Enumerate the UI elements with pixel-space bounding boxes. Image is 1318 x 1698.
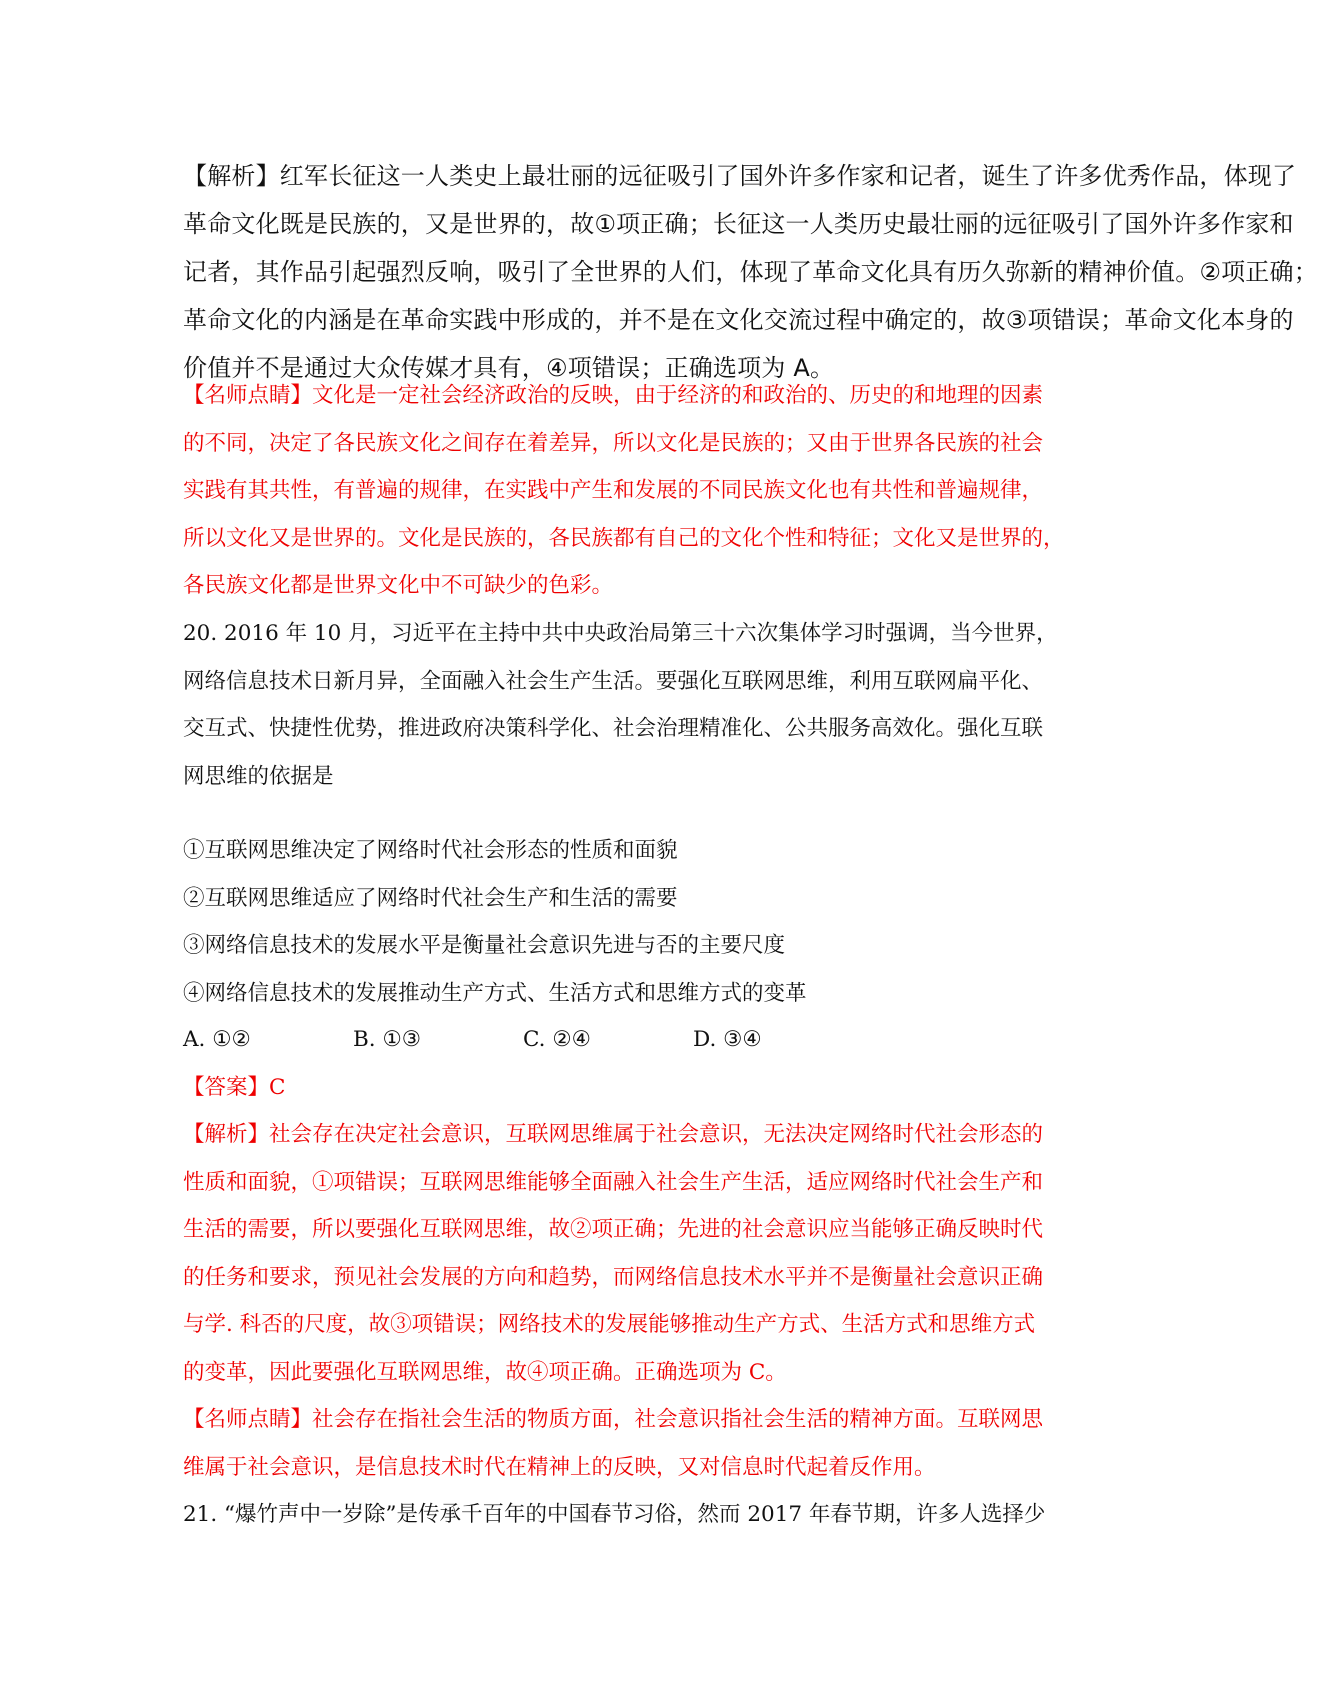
option-d: D. ③④ [693, 1027, 762, 1052]
text-line: 的任务和要求，预见社会发展的方向和趋势，而网络信息技术水平并不是衡量社会意识正确 [183, 1264, 1044, 1290]
analysis-paragraph-q20 [183, 1111, 1143, 1396]
answer-text: 【答案】C [183, 1075, 286, 1100]
analysis-paragraph-q19 [183, 152, 1318, 392]
text-line: 网络信息技术日新月异，全面融入社会生产生活。要强化互联网思维，利用互联网扁平化、 [183, 668, 1044, 694]
text-line: 革命文化的内涵是在革命实践中形成的，并不是在文化交流过程中确定的，故③项错误；革命文化本身的 [183, 306, 1294, 334]
text-line: 记者，其作品引起强烈反响，吸引了全世界的人们，体现了革命文化具有历久弥新的精神价值。②项正确； [183, 258, 1318, 286]
text-line: 的变革，因此要强化互联网思维，故④项正确。正确选项为 C。 [183, 1359, 787, 1385]
text-line: 各民族文化都是世界文化中不可缺少的色彩。 [183, 573, 614, 598]
text-line: 的不同，决定了各民族文化之间存在着差异，所以文化是民族的；又由于世界各民族的社会 [183, 430, 1044, 456]
statement-item: ①互联网思维决定了网络时代社会形态的性质和面貌 [183, 838, 678, 863]
text-line: 价值并不是通过大众传媒才具有，④项错误；正确选项为 A。 [183, 354, 835, 382]
option-b: B. ①③ [353, 1027, 422, 1052]
text-line: 【解析】社会存在决定社会意识，互联网思维属于社会意识，无法决定网络时代社会形态的 [183, 1122, 1044, 1147]
statement-item: ④网络信息技术的发展推动生产方式、生活方式和思维方式的变革 [183, 980, 807, 1006]
question-20-stem [183, 610, 1143, 800]
text-line: 【名师点睛】社会存在指社会生活的物质方面，社会意识指社会生活的精神方面。互联网思 [183, 1407, 1044, 1432]
statement-item: ③网络信息技术的发展水平是衡量社会意识先进与否的主要尺度 [183, 933, 786, 958]
text-line: 所以文化又是世界的。文化是民族的，各民族都有自己的文化个性和特征；文化又是世界的， [183, 525, 1065, 551]
option-c: C. ②④ [523, 1027, 591, 1052]
text-line: 21. “爆竹声中一岁除”是传承千百年的中国春节习俗，然而 2017 年春节期，许多人选择少 [183, 1502, 1046, 1527]
text-line: 20. 2016 年 10 月，习近平在主持中共中央政治局第三十六次集体学习时强调，当今世界， [183, 621, 1058, 646]
text-line: 革命文化既是民族的，又是世界的，故①项正确；长征这一人类历史最壮丽的远征吸引了国外许多作家和 [183, 210, 1294, 238]
text-line: 性质和面貌，①项错误；互联网思维能够全面融入社会生产生活，适应网络时代社会生产和 [183, 1169, 1044, 1195]
text-line: 实践有其共性，有普遍的规律，在实践中产生和发展的不同民族文化也有共性和普遍规律， [183, 478, 1044, 503]
teacher-tip-paragraph-q19 [183, 372, 1143, 610]
text-line: 【解析】红军长征这一人类史上最壮丽的远征吸引了国外许多作家和记者，诞生了许多优秀作品，体现了 [183, 162, 1297, 190]
teacher-tip-paragraph-q20 [183, 1396, 1143, 1491]
text-line: 网思维的依据是 [183, 763, 334, 789]
question-20-options [183, 1016, 883, 1063]
question-20-answer [183, 1064, 1143, 1112]
question-21-stem [183, 1491, 1143, 1539]
text-line: 维属于社会意识，是信息技术时代在精神上的反映，又对信息时代起着反作用。 [183, 1454, 936, 1480]
text-line: 生活的需要，所以要强化互联网思维，故②项正确；先进的社会意识应当能够正确反映时代 [183, 1217, 1044, 1242]
question-20-statements [183, 827, 1143, 1017]
statement-item: ②互联网思维适应了网络时代社会生产和生活的需要 [183, 885, 678, 911]
text-line: 与学. 科否的尺度，故③项错误；网络技术的发展能够推动生产方式、生活方式和思维方式 [183, 1312, 1036, 1337]
option-a: A. ①② [183, 1027, 251, 1052]
text-line: 【名师点睛】文化是一定社会经济政治的反映，由于经济的和政治的、历史的和地理的因素 [183, 383, 1044, 408]
text-line: 交互式、快捷性优势，推进政府决策科学化、社会治理精准化、公共服务高效化。强化互联 [183, 716, 1044, 741]
